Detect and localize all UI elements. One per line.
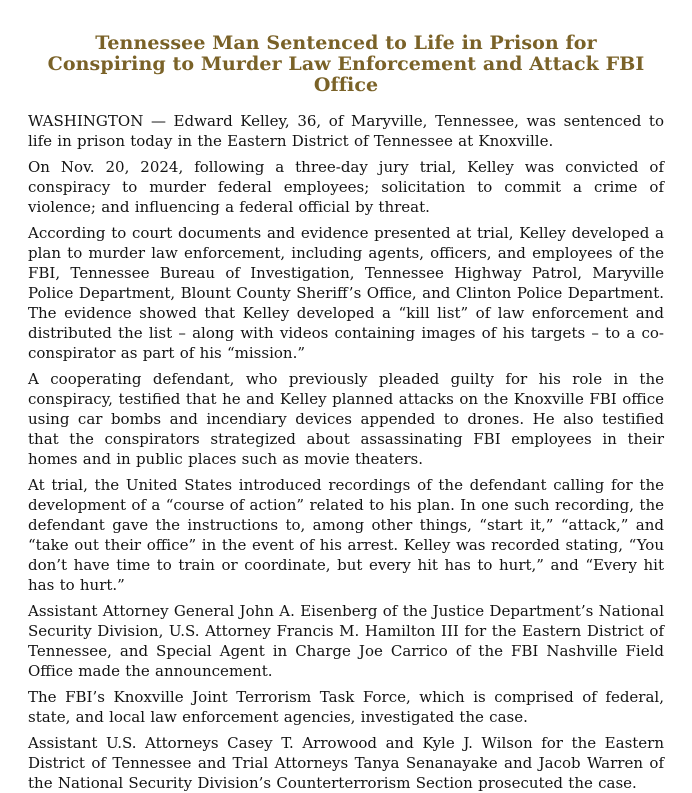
paragraph-cooperating-defendant: A cooperating defendant, who previously pleaded guilty for his role in the conspiracy, testified that he and Kelley planned attacks on the Knoxville FBI office using car bombs and incendiary devices appended to drones. He also testified that the conspirators strategized about assassinating FBI employees in their homes and in public places such as movie theaters. [28, 370, 664, 468]
paragraph-investigation: The FBI’s Knoxville Joint Terrorism Task Force, which is comprised of federal, state, and local law enforcement agencies, investigated the case. [28, 688, 664, 726]
paragraph-conviction: On Nov. 20, 2024, following a three-day jury trial, Kelley was convicted of conspiracy to murder federal employees; solicitation to commit a crime of violence; and influencing a federal official by threat. [28, 158, 664, 216]
paragraph-announcement: Assistant Attorney General John A. Eisenberg of the Justice Department’s National Security Division, U.S. Attorney Francis M. Hamilton III for the Eastern District of Tennessee, and Special Agent in Charge Joe Carrico of the FBI Nashville Field Office made the announcement. [28, 602, 664, 680]
paragraph-prosecution: Assistant U.S. Attorneys Casey T. Arrowood and Kyle J. Wilson for the Eastern District of Tennessee and Trial Attorneys Tanya Senanayake and Jacob Warren of the National Security Division’s Counterterrorism Section prosecuted the case. [28, 734, 664, 792]
paragraph-washington-lede: WASHINGTON — Edward Kelley, 36, of Maryville, Tennessee, was sentenced to life in prison today in the Eastern District of Tennessee at Knoxville. [28, 112, 664, 150]
paragraph-court-documents: According to court documents and evidence presented at trial, Kelley developed a plan to murder law enforcement, including agents, officers, and employees of the FBI, Tennessee Bureau of Investigation, Tennessee Highway Patrol, Maryville Police Department, Blount County Sheriff’s Office, and Clinton Police Department. The evidence showed that Kelley developed a “kill list” of law enforcement and distributed the list – along with videos containing images of his targets – to a co-conspirator as part of his “mission.” [28, 224, 664, 362]
page-title: Tennessee Man Sentenced to Life in Prison for Conspiring to Murder Law Enforcement and Attack FBI Office [47, 32, 645, 96]
paragraph-trial-recordings: At trial, the United States introduced recordings of the defendant calling for the development of a “course of action” related to his plan. In one such recording, the defendant gave the instructions to, among other things, “start it,” “attack,” and “take out their office” in the event of his arrest. Kelley was recorded stating, “You don’t have time to train or coordinate, but every hit has to hurt,” and “Every hit has to hurt.” [28, 476, 664, 594]
